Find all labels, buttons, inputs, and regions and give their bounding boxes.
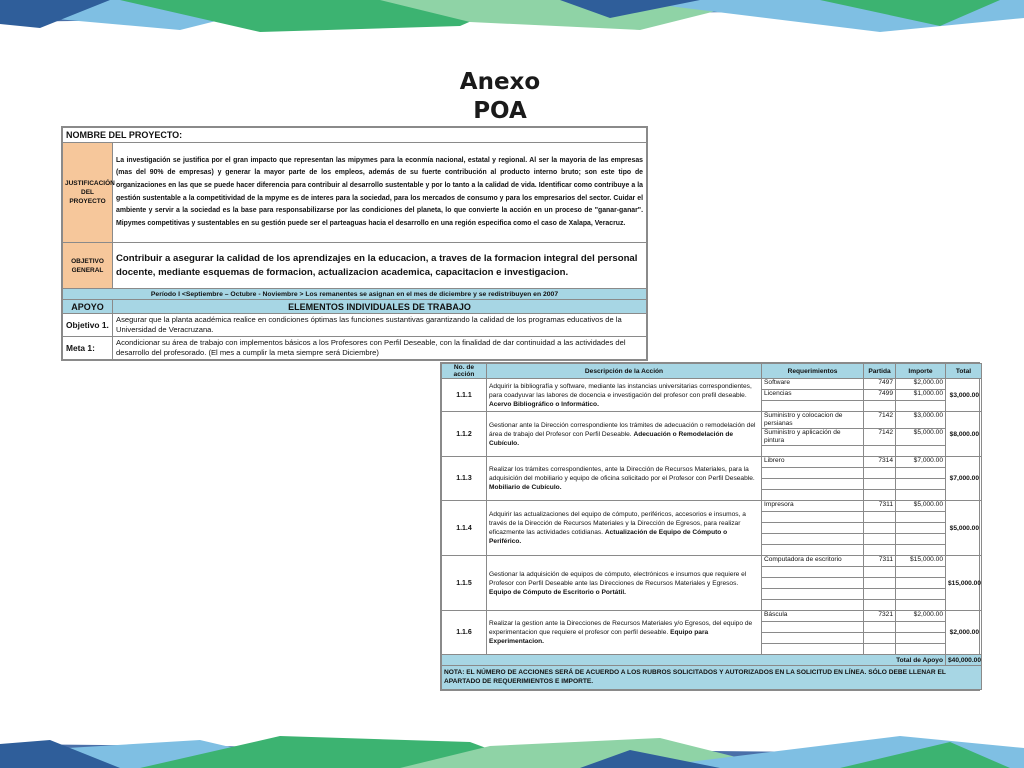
note-row: [442, 666, 982, 690]
header-requirements: Requerimientos: [762, 364, 864, 379]
project-sheet: [61, 126, 648, 361]
item-cell: [864, 644, 896, 655]
requirement-cell: [762, 644, 864, 655]
item-cell: [864, 401, 896, 412]
action-number: 1.1.6: [442, 611, 487, 655]
action-description: [487, 457, 762, 501]
amount-cell: [896, 567, 946, 578]
action-description: [487, 501, 762, 556]
amount-cell: [896, 534, 946, 545]
action-category: Adecuación o Remodelación de Cubículo.: [489, 430, 734, 447]
item-cell: [864, 468, 896, 479]
action-total: $3,000.00: [946, 379, 982, 412]
action-line: [442, 501, 982, 512]
support-label: APOYO: [63, 300, 113, 314]
amount-cell: [896, 644, 946, 655]
action-line: [442, 457, 982, 468]
elements-label: ELEMENTOS INDIVIDUALES DE TRABAJO: [113, 300, 647, 314]
total-value: $40,000.00: [946, 655, 982, 666]
amount-cell: $1,000.00: [896, 390, 946, 401]
item-cell: 7142: [864, 429, 896, 446]
objective1-text: Asegurar que la planta académica realice en condiciones óptimas las funciones sustantivas garantizando la calidad de los programas educativos de la Universidad de Veracruzana.: [113, 314, 647, 337]
amount-cell: [896, 622, 946, 633]
amount-cell: [896, 633, 946, 644]
action-line: [442, 412, 982, 429]
item-cell: [864, 600, 896, 611]
actions-sheet: [440, 362, 980, 691]
amount-cell: [896, 446, 946, 457]
objective-label: OBJETIVO GENERAL: [63, 243, 113, 289]
amount-cell: $7,000.00: [896, 457, 946, 468]
action-category: Equipo para Experimentacion.: [489, 629, 709, 645]
period-row: Período I <Septiembre – Octubre - Noviembre > Los remanentes se asignan en el mes de diciembre y se redistribuyen en 2007: [63, 289, 647, 300]
requirement-cell: [762, 490, 864, 501]
action-description: [487, 412, 762, 457]
requirement-cell: Licencias: [762, 390, 864, 401]
item-cell: 7311: [864, 501, 896, 512]
item-cell: 7314: [864, 457, 896, 468]
item-cell: [864, 545, 896, 556]
action-line: [442, 556, 982, 567]
action-description-text: Adquirir las actualizaciones del equipo de cómputo, periféricos, accesorios e insumos, a través de la Dirección de Recursos Materiales y la Dirección de Egresos, para realizar eficazmente las actividades cotidianas.: [489, 511, 746, 536]
action-total: $8,000.00: [946, 412, 982, 457]
item-cell: [864, 567, 896, 578]
amount-cell: [896, 479, 946, 490]
item-cell: [864, 534, 896, 545]
item-cell: 7311: [864, 556, 896, 567]
title-line-1: Anexo: [459, 69, 541, 95]
requirement-cell: [762, 534, 864, 545]
requirement-cell: [762, 468, 864, 479]
actions-header-row: [442, 364, 982, 379]
action-description-text: Gestionar ante la Dirección correspondiente los trámites de adecuación o remodelación del área de trabajo del Profesor con Perfil Deseable.: [489, 421, 756, 438]
action-description: [487, 611, 762, 655]
project-table: [62, 127, 647, 360]
item-cell: 7497: [864, 379, 896, 390]
goal1-text: Acondicionar su área de trabajo con implementos básicos a los Profesores con Perfil Deseable, con la finalidad de dar continuidad a las actividades del desarrollo del profesorado. (El mes a cumplir la meta siempre será Diciembre): [113, 337, 647, 360]
requirement-cell: [762, 446, 864, 457]
header-amount: Importe: [896, 364, 946, 379]
amount-cell: $15,000.00: [896, 556, 946, 567]
requirement-cell: Impresora: [762, 501, 864, 512]
amount-cell: $3,000.00: [896, 412, 946, 429]
requirement-cell: [762, 578, 864, 589]
header-number: No. de acción: [442, 364, 487, 379]
justification-text: La investigación se justifica por el gran impacto que representan las mipymes para la econmía nacional, estatal y regional. Al ser la mayoria de las empresas (mas del 90% de empresas) y generar la mayor parte de los empleos, además de su fuerte contribución al producto interno bruto; son este tipo de organizaciones en las que se puede hacer diferencia para contribuir al desarrollo sustentable y por lo tanto a la calidad de vida. Identificar como contribuye a la gestión sustentable a la competitividad de la mpyme es de interes para la sociedad, para los mercados de consumo y para los empresarios del sector. Cuidar el ambiente y servir a la sociedad es la base para responsabilizarse por las condiciones del planeta, lo que convierte la acción en un proceso de "ganar-ganar". Mipymes competitivas y sustentables en su gestión puede ser el parteaguas hacia el desarrollo en una región especifica como el caso de Xalapa, Veracruz.: [113, 143, 647, 243]
action-total: $5,000.00: [946, 501, 982, 556]
amount-cell: [896, 578, 946, 589]
action-total: $7,000.00: [946, 457, 982, 501]
requirement-cell: [762, 479, 864, 490]
amount-cell: $5,000.00: [896, 501, 946, 512]
requirement-cell: [762, 512, 864, 523]
item-cell: [864, 578, 896, 589]
item-cell: 7499: [864, 390, 896, 401]
requirement-cell: [762, 600, 864, 611]
justification-label: JUSTIFICACIÓN DEL PROYECTO: [63, 143, 113, 243]
requirement-cell: [762, 633, 864, 644]
title-line-2: POA: [473, 98, 527, 124]
amount-cell: $5,000.00: [896, 429, 946, 446]
requirement-cell: [762, 401, 864, 412]
bottom-decorative-band: [0, 734, 1024, 768]
action-description-text: Realizar la gestion ante la Direcciones de Recursos Materiales y/o Egresos, del equipo de experimentacion que requiere el profesor con perfil deseable.: [489, 620, 753, 636]
requirement-cell: Suministro y colocacion de persianas: [762, 412, 864, 429]
item-cell: 7142: [864, 412, 896, 429]
slide-title: [0, 68, 1000, 126]
action-description: [487, 379, 762, 412]
action-description-text: Realizar los trámites correspondientes, ante la Dirección de Recursos Materiales, para la adquisición del mobiliario y equipo de oficina solicitado por el Profesor con Perfil Deseable.: [489, 466, 755, 482]
action-description-text: Gestionar la adquisición de equipos de cómputo, electrónicos e insumos que requiere el Profesor con Perfil Deseable ante las Direcciones de Recursos Materiales y Egresos.: [489, 570, 747, 587]
action-total: $2,000.00: [946, 611, 982, 655]
total-row: [442, 655, 982, 666]
amount-cell: [896, 401, 946, 412]
amount-cell: $2,000.00: [896, 611, 946, 622]
requirement-cell: Báscula: [762, 611, 864, 622]
amount-cell: [896, 545, 946, 556]
item-cell: [864, 523, 896, 534]
action-line: [442, 379, 982, 390]
requirement-cell: Software: [762, 379, 864, 390]
amount-cell: [896, 600, 946, 611]
objective-text: Contribuir a asegurar la calidad de los aprendizajes en la educacion, a traves de la formacion integral del personal docente, mediante esquemas de formacion, actualizacion academica, capacitacion e investigacion.: [113, 243, 647, 289]
item-cell: [864, 622, 896, 633]
note-text: NOTA: EL NÚMERO DE ACCIONES SERÁ DE ACUERDO A LOS RUBROS SOLICITADOS Y AUTORIZADOS EN LA SOLICITUD EN LÍNEA. SÓLO DEBE LLENAR EL APARTADO DE REQUERIMIENTOS E IMPORTE.: [442, 666, 982, 690]
action-total: $15,000.00: [946, 556, 982, 611]
action-description: [487, 556, 762, 611]
item-cell: [864, 446, 896, 457]
action-category: Acervo Bibliográfico o Informático.: [489, 400, 599, 408]
requirement-cell: [762, 589, 864, 600]
header-description: Descripción de la Acción: [487, 364, 762, 379]
amount-cell: [896, 589, 946, 600]
item-cell: [864, 490, 896, 501]
requirement-cell: Librero: [762, 457, 864, 468]
amount-cell: [896, 512, 946, 523]
item-cell: [864, 479, 896, 490]
actions-table: [441, 363, 982, 690]
top-decorative-band: [0, 0, 1024, 36]
requirement-cell: [762, 567, 864, 578]
requirement-cell: [762, 523, 864, 534]
actions-body: [442, 379, 982, 655]
item-cell: 7321: [864, 611, 896, 622]
amount-cell: [896, 468, 946, 479]
amount-cell: [896, 490, 946, 501]
objective1-label: Objetivo 1.: [63, 314, 113, 337]
action-number: 1.1.2: [442, 412, 487, 457]
goal1-label: Meta 1:: [63, 337, 113, 360]
action-category: Actualización de Equipo de Cómputo o Periférico.: [489, 529, 728, 545]
project-name-header: NOMBRE DEL PROYECTO:: [63, 128, 647, 143]
action-category: Equipo de Cómputo de Escritorio o Portátil.: [489, 588, 627, 596]
header-total: Total: [946, 364, 982, 379]
action-number: 1.1.5: [442, 556, 487, 611]
amount-cell: $2,000.00: [896, 379, 946, 390]
requirement-cell: [762, 545, 864, 556]
total-label: Total de Apoyo: [442, 655, 946, 666]
header-item: Partida: [864, 364, 896, 379]
requirement-cell: Suministro y aplicación de pintura: [762, 429, 864, 446]
requirement-cell: Computadora de escritorio: [762, 556, 864, 567]
requirement-cell: [762, 622, 864, 633]
item-cell: [864, 512, 896, 523]
item-cell: [864, 633, 896, 644]
item-cell: [864, 589, 896, 600]
amount-cell: [896, 523, 946, 534]
action-category: Mobiliario de Cubículo.: [489, 484, 562, 491]
action-number: 1.1.3: [442, 457, 487, 501]
action-number: 1.1.4: [442, 501, 487, 556]
action-description-text: Adquirir la bibliografía y software, mediante las instancias universitarias correspondientes, para coadyuvar las labores de docencia e investigación del profesor con prefil deseable.: [489, 382, 752, 399]
action-line: [442, 611, 982, 622]
action-number: 1.1.1: [442, 379, 487, 412]
